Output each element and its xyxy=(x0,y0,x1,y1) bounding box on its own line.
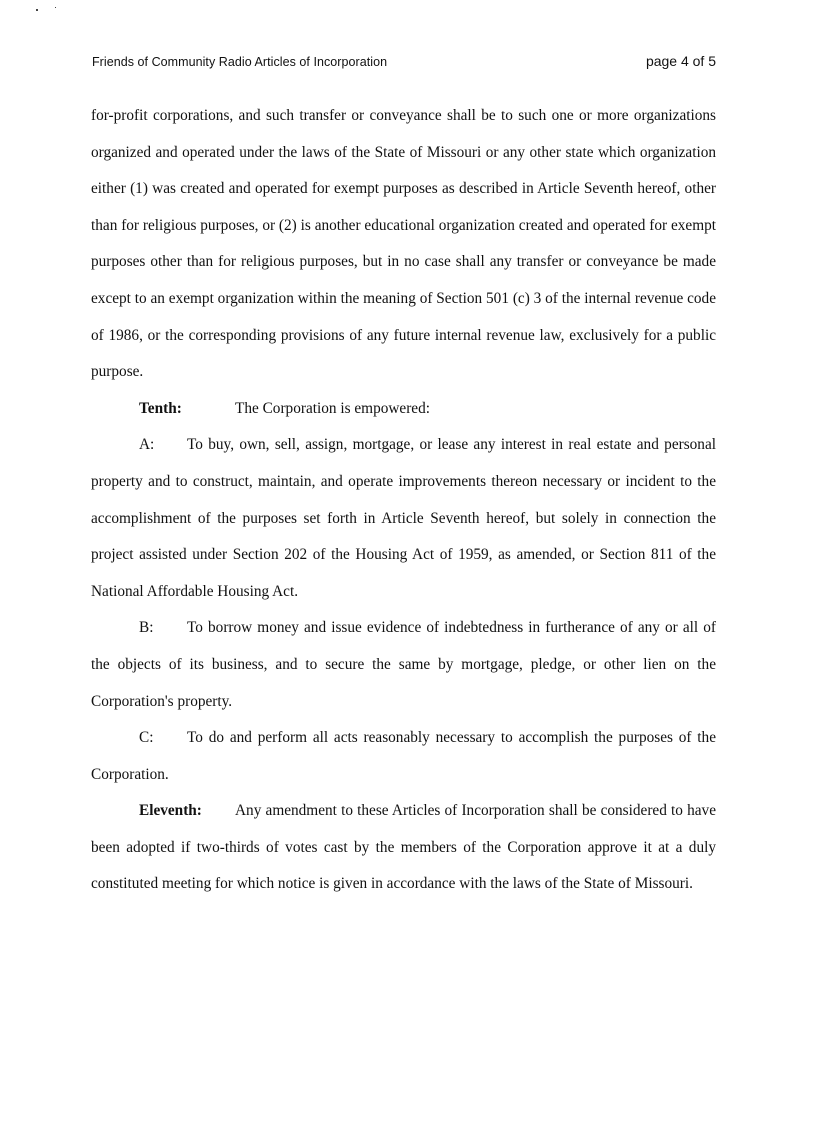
article-text: The Corporation is empowered: xyxy=(235,399,430,417)
clause-a xyxy=(91,427,716,610)
page-number: page 4 of 5 xyxy=(645,53,716,69)
article-label: Eleventh: xyxy=(139,802,202,820)
clause-label: C: xyxy=(139,729,154,747)
clause-text: To do and perform all acts reasonably necessary to accomplish the purposes of the Corporation. xyxy=(91,729,716,783)
running-header-title: Friends of Community Radio Articles of Incorporation xyxy=(92,55,388,69)
clause-b xyxy=(91,610,716,720)
article-tenth xyxy=(91,391,716,428)
paragraph-continuation: for-profit corporations, and such transfer or conveyance shall be to such one or more organizations organized and operated under the laws of the State of Missouri or any other state which organization either (1) was created and operated for exempt purposes as described in Article Seventh hereof, other than for religious purposes, or (2) is another educational organization created and operated for exempt purposes other than for religious purposes, but in no case shall any transfer or conveyance be made except to an exempt organization within the meaning of Section 501 (c) 3 of the internal revenue code of 1986, or the corresponding provisions of any future internal revenue law, exclusively for a public purpose. xyxy=(91,107,716,381)
article-label: Tenth: xyxy=(139,399,182,417)
clause-label: B: xyxy=(139,619,154,637)
clause-label: A: xyxy=(139,436,155,454)
document-body xyxy=(91,98,716,903)
clause-text: To buy, own, sell, assign, mortgage, or lease any interest in real estate and personal property and to construct, maintain, and operate improvements thereon necessary or incident to the accomplishment of the purposes set forth in Article Seventh hereof, but solely in connection the project assisted under Section 202 of the Housing Act of 1959, as amended, or Section 811 of the National Affordable Housing Act. xyxy=(91,436,716,600)
scan-mark xyxy=(36,9,38,11)
clause-c xyxy=(91,720,716,793)
clause-text: To borrow money and issue evidence of indebtedness in furtherance of any or all of the objects of its business, and to secure the same by mortgage, pledge, or other lien on the Corporation's property. xyxy=(91,619,716,710)
scan-mark xyxy=(55,7,56,8)
article-text: Any amendment to these Articles of Incorporation shall be considered to have been adopted if two-thirds of votes cast by the members of the Corporation approve it at a duly constituted meeting for which notice is given in accordance with the laws of the State of Missouri. xyxy=(91,802,716,893)
article-eleventh xyxy=(91,793,716,903)
